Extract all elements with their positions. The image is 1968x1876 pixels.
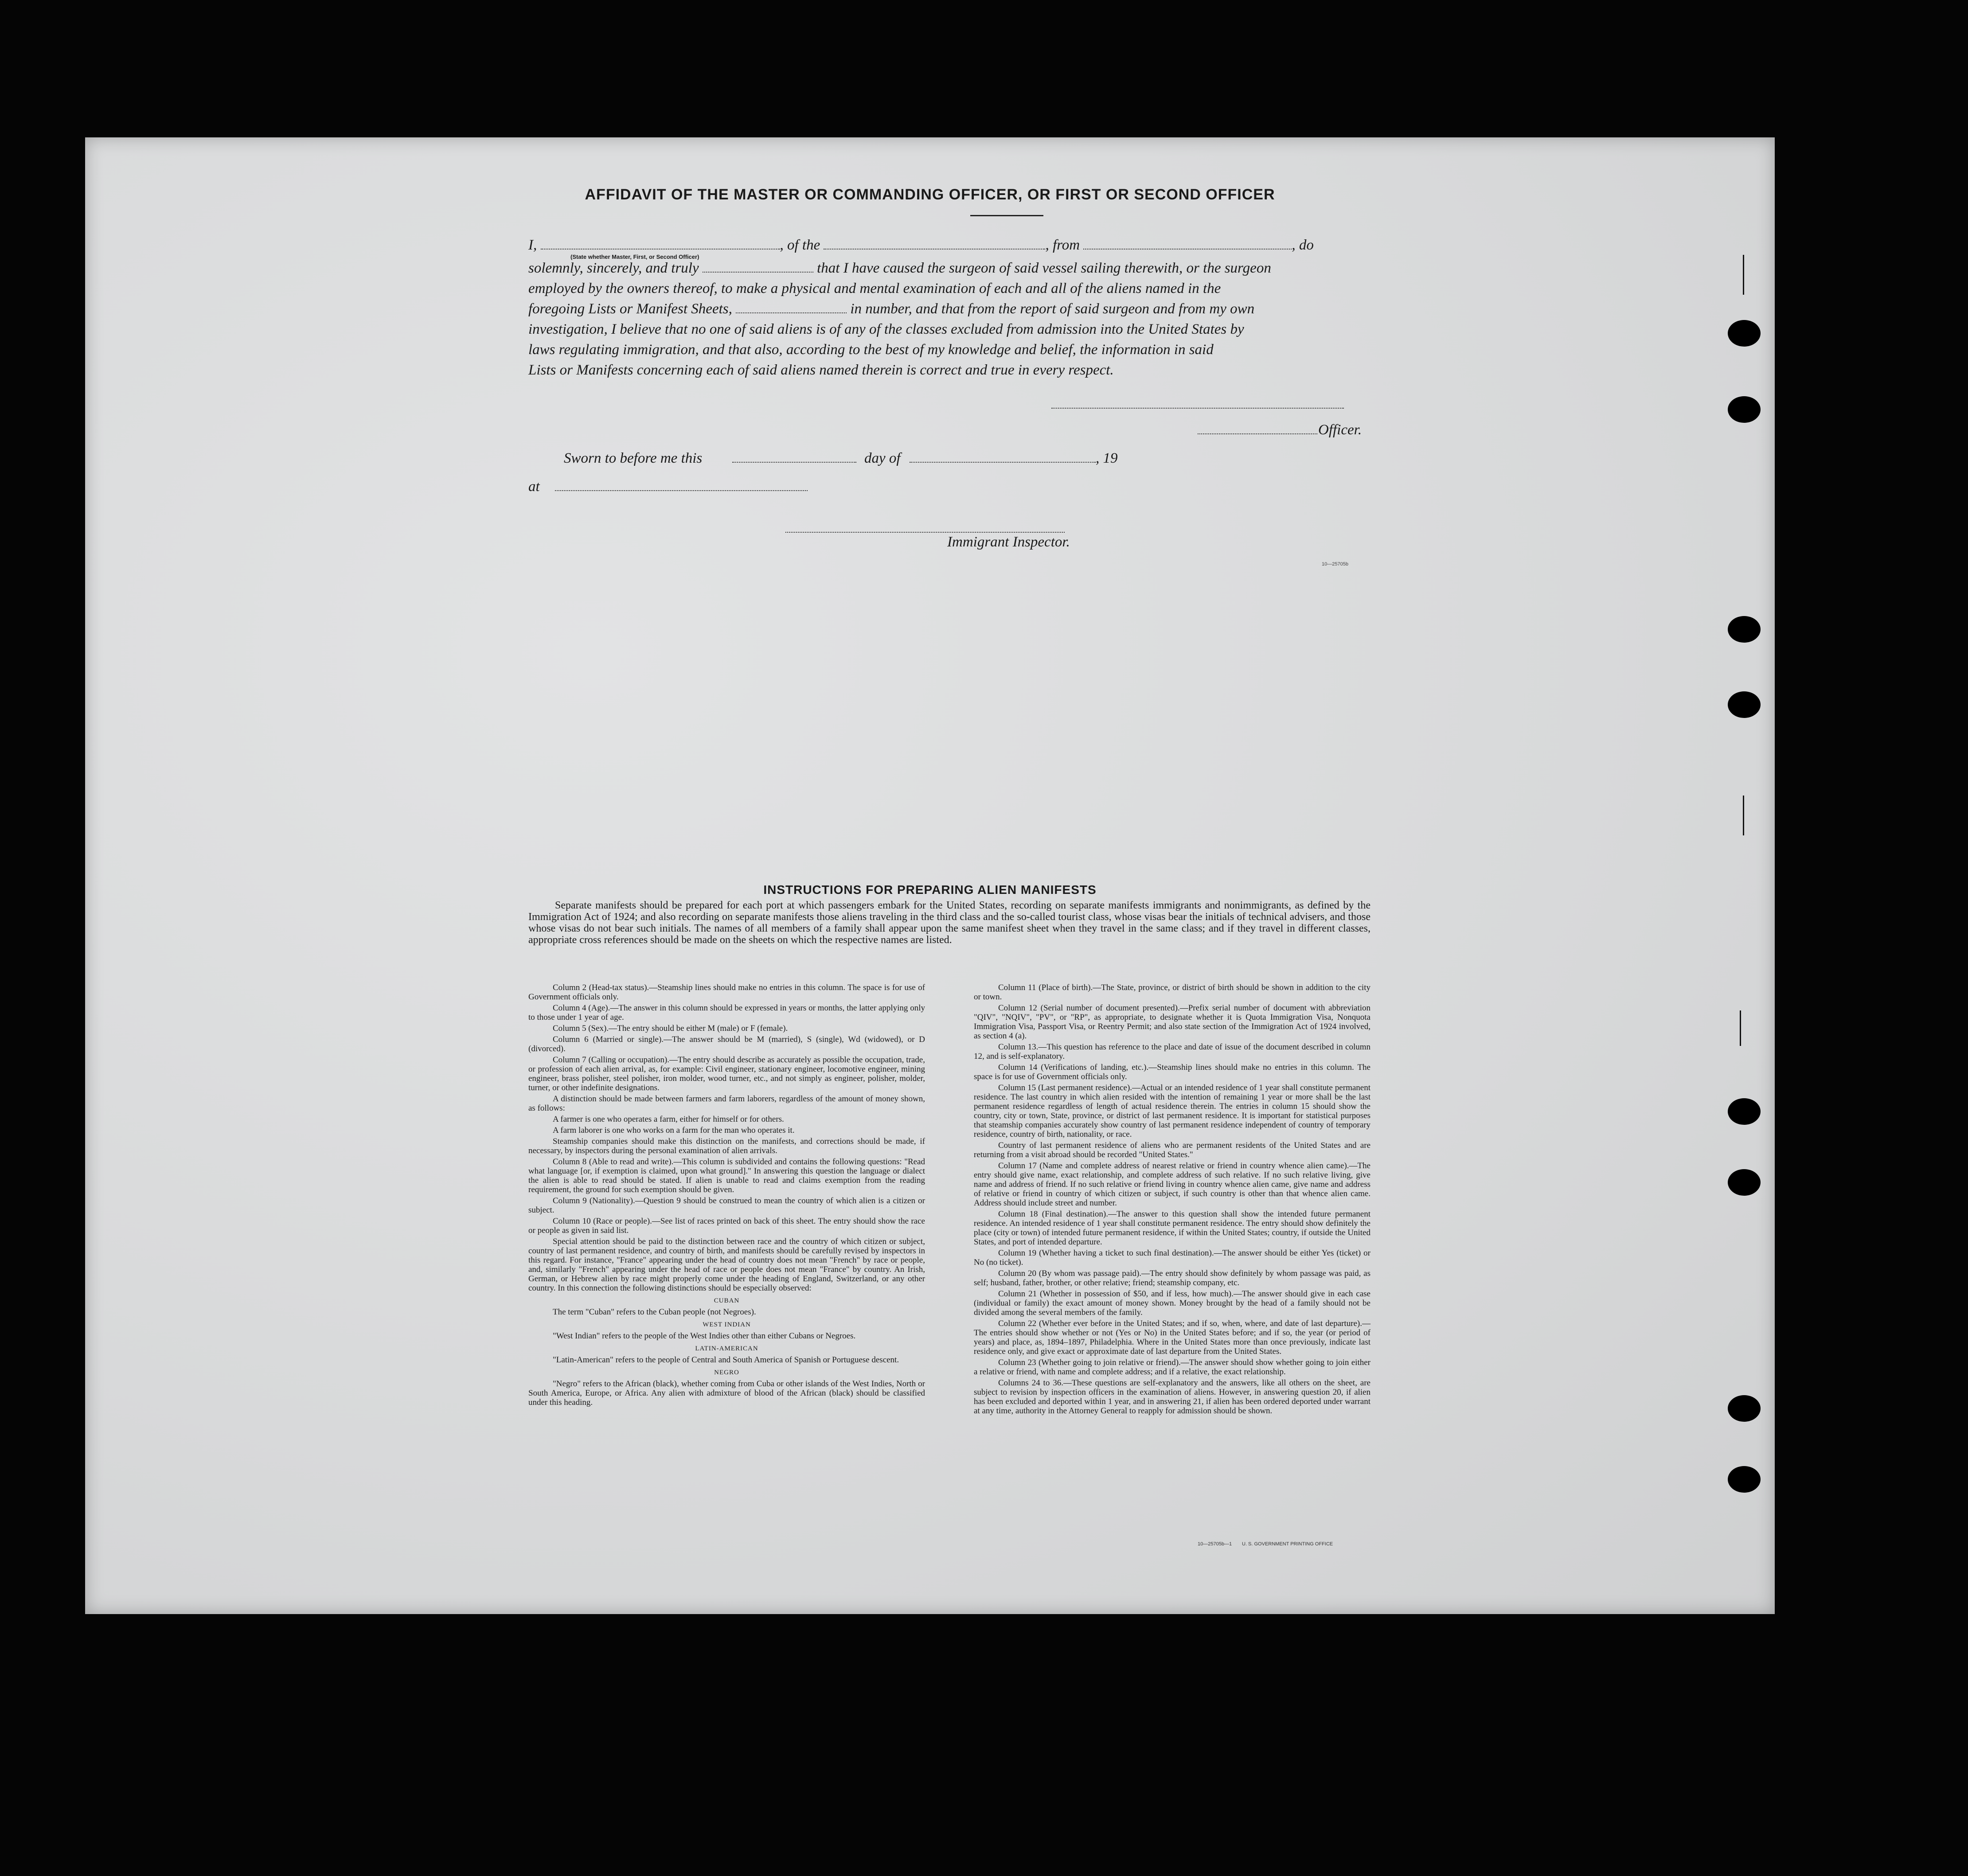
day-of-text: day of (864, 450, 901, 466)
inspector-label: Immigrant Inspector. (947, 534, 1070, 550)
col18-instruction: Column 18 (Final destination).—The answer to this question shall show the intended future permanent residence. An intended residence of 1 year shall constitute permanent residence. The entry should show definitely the place (city or town) of intended future permanent residence, if within the United States; country, if outside the United States, and port of intended departure. (974, 1209, 1371, 1247)
col10-instruction: Column 10 (Race or people).—See list of races printed on back of this sheet. The entry should show the race or people as given in said list. (528, 1217, 925, 1235)
race-note: Special attention should be paid to the distinction between race and the country of which citizen or subject, country of last permanent residence, and country of birth, and manifests should be carefully revised by inspectors in this regard. For instance, "France" appearing under the head of country does not mean "French" by race or people, and, similarly "French" appearing under the head of race or people does not mean "France" by country. An Irish, German, or Hebrew alien by race might properly come under the heading of England, Switzerland, or any other country. In this connection the following distinctions should be especially observed: (528, 1237, 925, 1293)
col22-instruction: Column 22 (Whether ever before in the United States; and if so, when, where, and date of last departure).—The entries should show whether or not (Yes or No) in the United States before; and if so, the year (or period of years) and place, as, 1894–1897, Philadelphia. Where in the United States more than once previously, indicate last residence only, and give exact or approximate date of last departure from the United States. (974, 1319, 1371, 1356)
sworn-date-blank (732, 462, 856, 463)
negro-text: "Negro" refers to the African (black), whether coming from Cuba or other islands of the West Indies, North or South America, Europe, or Africa. Any alien with admixture of blood of the African (black) should be classified under this heading. (528, 1379, 925, 1407)
col12-instruction: Column 12 (Serial number of document presented).—Prefix serial number of document with abbreviation "QIV", "NQIV", "PV", or "RP", as appropriate, to designate whether it is Quota Immigration Visa, Nonquota Immigration Visa, Passport Visa, or Reentry Permit; and also state section of the Immigration Act of 1924 involved, as section 4 (a). (974, 1003, 1371, 1041)
col24-36-instruction: Columns 24 to 36.—These questions are self-explanatory and the answers, like all others on the sheet, are subject to revision by inspection officers in the examination of aliens. However, in answering question 20, if alien has been excluded and deported within 1 year, and in answering 21, if alien has been ordered deported under warrant at any time, authority in the Attorney General to reapply for admission should be shown. (974, 1378, 1371, 1416)
instructions-title: INSTRUCTIONS FOR PREPARING ALIEN MANIFESTS (763, 883, 1097, 897)
farmer-definition: A farmer is one who operates a farm, either for himself or for others. (553, 1115, 784, 1124)
cuban-heading: CUBAN (714, 1297, 740, 1304)
binder-hole (1728, 1098, 1761, 1125)
col7-instruction: Column 7 (Calling or occupation).—The entry should describe as accurately as possible the occupation, trade, or profession of each alien arrival, as, for example: Civil engineer, stationary engineer, locomotive engineer, mining engineer, brass polisher, steel polisher, iron molder, wood turner, etc., and not simply as engineer, polisher, molder, turner, or other indefinite designations. (528, 1055, 925, 1092)
year-text: , 19 (1096, 450, 1118, 466)
footer-printer: U. S. GOVERNMENT PRINTING OFFICE (1242, 1541, 1333, 1547)
officer-signature-line (1198, 433, 1317, 434)
west-indian-heading: WEST INDIAN (703, 1321, 751, 1328)
col5-instruction: Column 5 (Sex).—The entry should be either M (male) or F (female). (553, 1024, 788, 1033)
at-label: at (528, 479, 540, 495)
rank-note: (State whether Master, First, or Second Officer) (570, 254, 699, 260)
affidavit-line-2: solemnly, sincerely, and truly that I have caused the surgeon of said vessel sailing therewith, or the surgeon (528, 260, 1271, 276)
binder-hole (1728, 691, 1761, 718)
edge-mark (1740, 1010, 1741, 1046)
sworn-month-blank (910, 462, 1096, 463)
oath-blank (703, 261, 813, 273)
affidavit-title: AFFIDAVIT OF THE MASTER OR COMMANDING OFFICER, OR FIRST OR SECOND OFFICER (585, 186, 1275, 203)
col8-instruction: Column 8 (Able to read and write).—This column is subdivided and contains the following questions: "Read what language [or, if exemption is claimed, upon what ground]." In answering this question the language or dialect the alien is able to read should be stated. If alien is unable to read and claims exemption from the reading requirement, the ground for such exemption should be given. (528, 1157, 925, 1194)
affidavit-line-4: foregoing Lists or Manifest Sheets, in number, and that from the report of said surgeon and from my own (528, 301, 1255, 317)
instructions-left-column (528, 983, 925, 1409)
col21-instruction: Column 21 (Whether in possession of $50, and if less, how much).—The answer should give in each case (individual or family) the exact amount of money shown. Money brought by the head of a family should not be divided among the several members of the family. (974, 1289, 1371, 1317)
col23-instruction: Column 23 (Whether going to join relative or friend).—The answer should show whether going to join either a relative or friend, with name and complete address; and if a relative, the exact relationship. (974, 1358, 1371, 1377)
col17-instruction: Column 17 (Name and complete address of nearest relative or friend in country whence alien came).—The entry should give name, exact relationship, and complete address of such relative. If no such relative living, give name and address of friend. If no such relative or friend living in country whence alien came, give name and address of relative or friend in country of which citizen or subject, if such country is other than that whence alien came. Address should include street and number. (974, 1161, 1371, 1208)
binder-hole (1728, 1466, 1761, 1493)
negro-heading: NEGRO (714, 1369, 739, 1376)
footer-form-code: 10—25705b—1 (1198, 1541, 1232, 1547)
latin-american-text: "Latin-American" refers to the people of Central and South America of Spanish or Portuguese descent. (553, 1355, 899, 1365)
steamship-distinction: Steamship companies should make this distinction on the manifests, and corrections should be made, if necessary, by inspectors during the personal examination of alien arrivals. (528, 1137, 925, 1155)
farmer-distinction: A distinction should be made between farmers and farm laborers, regardless of the amount of money shown, as follows: (528, 1094, 925, 1113)
signature-line (1051, 408, 1344, 409)
binder-hole (1728, 396, 1761, 423)
affidavit-line-7: Lists or Manifests concerning each of said aliens named therein is correct and true in every respect. (528, 362, 1114, 378)
col13-instruction: Column 13.—This question has reference to the place and date of issue of the document described in column 12, and is self-explanatory. (974, 1042, 1371, 1061)
edge-mark (1743, 796, 1744, 835)
affidavit-line-3: employed by the owners thereof, to make a physical and mental examination of each and all of the aliens named in the (528, 281, 1221, 296)
west-indian-text: "West Indian" refers to the people of the West Indies other than either Cubans or Negroes. (553, 1331, 856, 1341)
affidavit-form-code: 10—25705b (1322, 562, 1348, 567)
officer-rank-blank (541, 238, 780, 250)
col19-instruction: Column 19 (Whether having a ticket to such final destination).—The answer should be either Yes (ticket) or No (no ticket). (974, 1248, 1371, 1267)
col4-instruction: Column 4 (Age).—The answer in this column should be expressed in years or months, the latter applying only to those under 1 year of age. (528, 1003, 925, 1022)
edge-mark (1743, 255, 1744, 295)
col9-instruction: Column 9 (Nationality).—Question 9 should be construed to mean the country of which alien is a citizen or subject. (528, 1196, 925, 1215)
col14-instruction: Column 14 (Verifications of landing, etc.).—Steamship lines should make no entries in this column. The space is for use of Government officials only. (974, 1063, 1371, 1081)
instructions-intro: Separate manifests should be prepared for each port at which passengers embark for the United States, recording on separate manifests immigrants and nonimmigrants, as defined by the Immigration Act of 1924; and also recording on separate manifests those aliens traveling in the third class and the so-called tourist class, whose visas bear the initials of technical advisers, and those whose visas do not bear such initials. The names of all members of a family shall appear upon the same manifest sheet when they travel in the same class; and if they travel in different classes, appropriate cross references should be made on the sheets on which the respective names are listed. (528, 900, 1371, 946)
sworn-text: Sworn to before me this (564, 450, 703, 466)
col11-instruction: Column 11 (Place of birth).—The State, province, or district of birth should be shown in addition to the city or town. (974, 983, 1371, 1002)
col15-instruction: Column 15 (Last permanent residence).—Actual or an intended residence of 1 year shall constitute permanent residence. The last country in which alien resided with the intention of remaining 1 year or more shall be the last permanent residence regardless of length of actual residence therein. The entries in column 15 should show the country, city or town, State, province, or district of last permanent residence. It is important for statistical purposes that steamship companies accurately show country of last permanent residence independent of country of temporary residence, country of birth, nationality, or race. (974, 1083, 1371, 1139)
title-rule (970, 215, 1043, 216)
affidavit-line-1: I, , of the , from , do (528, 237, 1314, 253)
instructions-right-column (974, 983, 1371, 1417)
col6-instruction: Column 6 (Married or single).—The answer should be M (married), S (single), Wd (widowed), or D (divorced). (528, 1035, 925, 1053)
binder-hole (1728, 1395, 1761, 1422)
residence-note: Country of last permanent residence of aliens who are permanent residents of the United States and are returning from a visit abroad should be recorded "United States." (974, 1141, 1371, 1159)
officer-label: Officer. (1318, 422, 1362, 438)
latin-american-heading: LATIN-AMERICAN (695, 1345, 758, 1352)
col2-instruction: Column 2 (Head-tax status).—Steamship lines should make no entries in this column. The space is for use of Government officials only. (528, 983, 925, 1002)
vessel-name-blank (824, 238, 1045, 250)
manifest-sheet (85, 137, 1775, 1614)
affidavit-line-5: investigation, I believe that no one of said aliens is of any of the classes excluded from admission into the United States by (528, 321, 1244, 337)
cuban-text: The term "Cuban" refers to the Cuban people (not Negroes). (553, 1307, 756, 1317)
affidavit-line-6: laws regulating immigration, and that also, according to the best of my knowledge and belief, the information in said (528, 342, 1214, 358)
port-blank (1083, 238, 1292, 250)
binder-hole (1728, 320, 1761, 347)
farm-laborer-definition: A farm laborer is one who works on a farm for the man who operates it. (553, 1126, 795, 1135)
place-blank (555, 490, 808, 491)
sheet-count-blank (736, 302, 847, 313)
inspector-signature-line (785, 532, 1065, 533)
col20-instruction: Column 20 (By whom was passage paid).—The entry should show definitely by whom passage was paid, as self; husband, father, brother, or other relative; friend; steamship company, etc. (974, 1269, 1371, 1287)
binder-hole (1728, 1169, 1761, 1196)
binder-hole (1728, 616, 1761, 643)
